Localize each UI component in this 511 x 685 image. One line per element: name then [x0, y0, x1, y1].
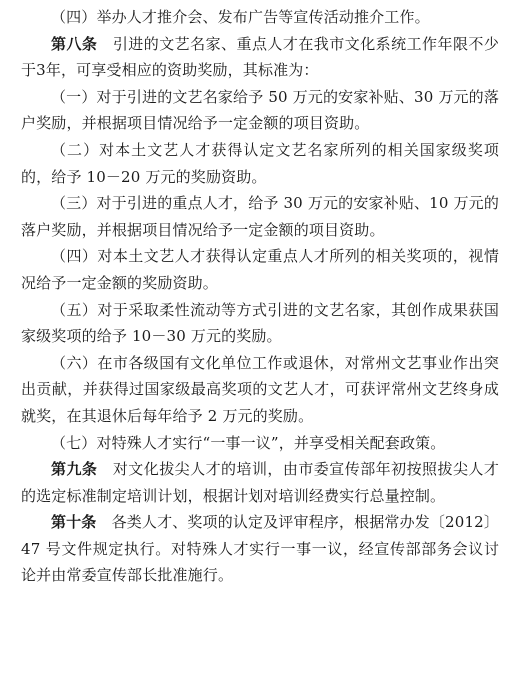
paragraph-text: （三）对于引进的重点人才，给予 30 万元的安家补贴、10 万元的落户奖励，并根据项目情况给予一定金额的项目资助。 [21, 194, 499, 239]
article-8 [21, 31, 499, 84]
paragraph-item-5 [21, 297, 499, 350]
paragraph-item-1 [21, 84, 499, 137]
paragraph-item-4 [21, 243, 499, 296]
paragraph-item-4-publicity [21, 4, 499, 31]
paragraph-item-3 [21, 190, 499, 243]
paragraph-item-7 [21, 430, 499, 457]
article-heading: 第八条 [51, 34, 98, 53]
article-heading: 第十条 [51, 513, 97, 532]
paragraph-text: （四）举办人才推介会、发布广告等宣传活动推介工作。 [51, 8, 430, 26]
article-heading: 第九条 [51, 460, 98, 479]
paragraph-text: 对文化拔尖人才的培训，由市委宣传部年初按照拔尖人才的选定标准制定培训计划，根据计划对培训经费实行总量控制。 [21, 460, 500, 505]
paragraph-text: （五）对于采取柔性流动等方式引进的文艺名家，其创作成果获国家级奖项的给予 10－30 万元的奖励。 [21, 300, 499, 346]
paragraph-text: （七）对特殊人才实行“一事一议”，并享受相关配套政策。 [51, 433, 446, 452]
paragraph-text: （一）对于引进的文艺名家给予 50 万元的安家补贴、30 万元的落户奖励，并根据项目情况给予一定金额的项目资助。 [21, 87, 499, 133]
article-10 [21, 509, 499, 589]
paragraph-text: （四）对本土文艺人才获得认定重点人才所列的相关奖项的，视情况给予一定金额的奖励资助。 [21, 247, 499, 292]
paragraph-text: 引进的文艺名家、重点人才在我市文化系统工作年限不少于3年，可享受相应的资助奖励，其标准为： [21, 34, 500, 80]
paragraph-text: 各类人才、奖项的认定及评审程序，根据常办发〔2012〕47 号文件规定执行。对特殊人才实行一事一议，经宣传部部务会议讨论并由常委宣传部长批准施行。 [21, 513, 499, 585]
paragraph-text: （二）对本土文艺人才获得认定文艺名家所列的相关国家级奖项的，给予 10－20 万元的奖励资助。 [21, 140, 499, 186]
paragraph-item-2 [21, 137, 499, 190]
paragraph-item-6 [21, 350, 499, 430]
paragraph-text: （六）在市各级国有文化单位工作或退休，对常州文艺事业作出突出贡献，并获得过国家级最高奖项的文艺人才，可获评常州文艺终身成就奖，在其退休后每年给予 2 万元的奖励。 [21, 353, 499, 425]
article-9 [21, 456, 499, 509]
